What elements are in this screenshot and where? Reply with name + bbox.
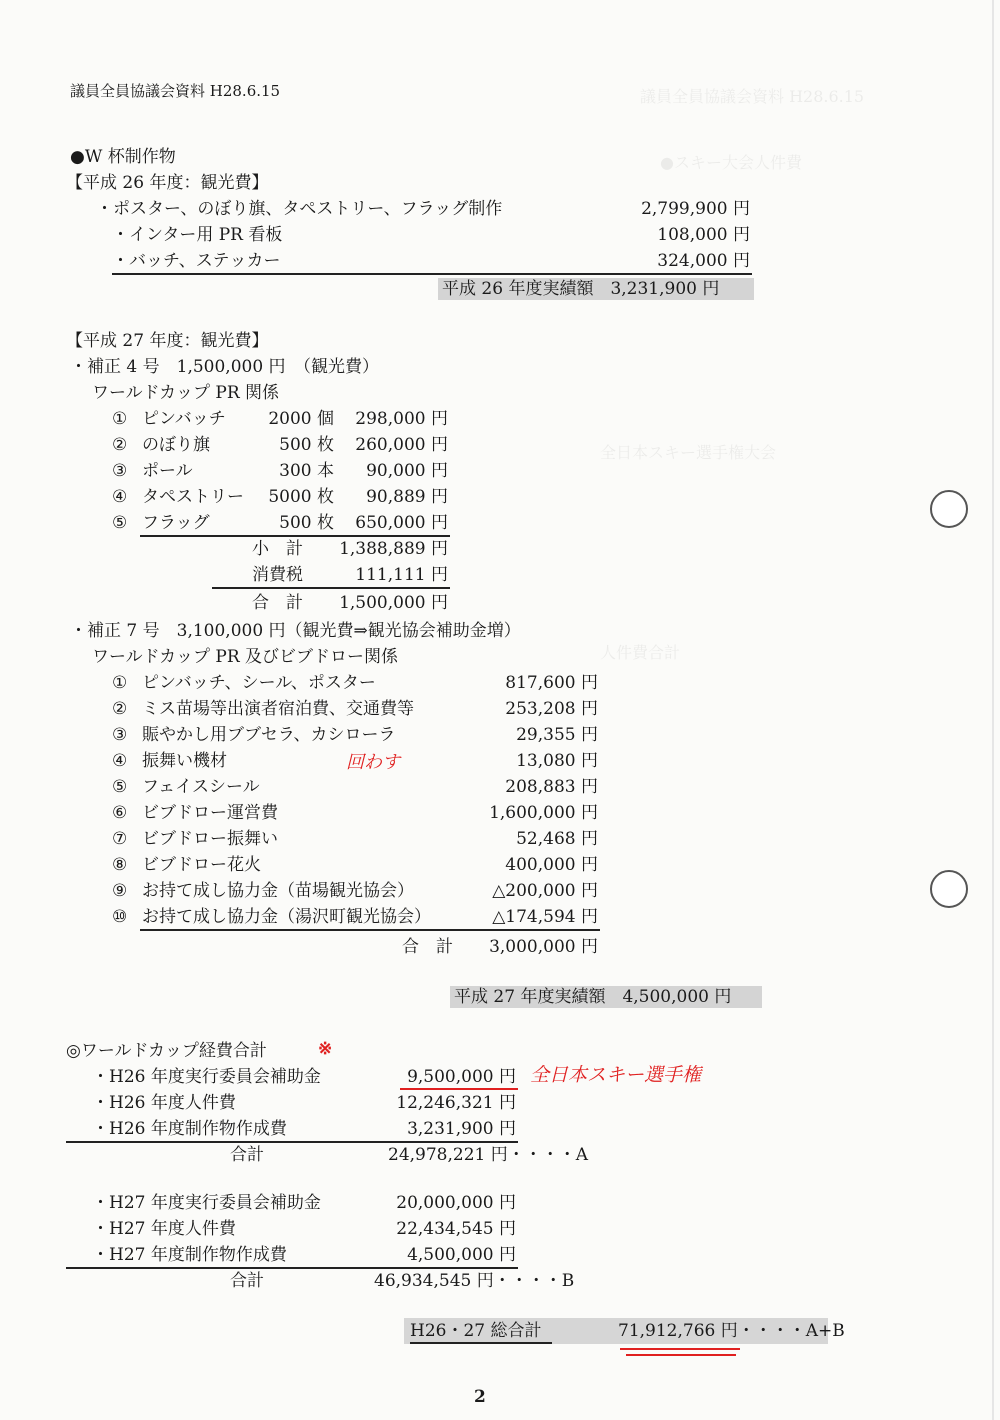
bleed-through: 議員全員協議会資料 H28.6.15 [640, 87, 865, 106]
summary-amount: 9,500,000 円 [407, 1067, 516, 1087]
bleed-through: 全日本スキー選手権大会 [600, 443, 777, 462]
underline [140, 535, 450, 537]
item-name: ビブドロー花火 [142, 855, 261, 875]
item-amount: 253,208 円 [505, 699, 598, 719]
binder-hole [930, 490, 968, 528]
item-name: 賑やかし用ブブセラ、カシローラ [142, 725, 396, 745]
grand-total-label: H26・27 総合計 [410, 1321, 542, 1341]
summary-title: ◎ワールドカップ経費合計 [66, 1041, 267, 1061]
item-no: ③ [112, 725, 128, 745]
item-name: ポール [142, 461, 193, 481]
item-amount: 90,889 円 [366, 487, 448, 507]
item-amount: 52,468 円 [516, 829, 598, 849]
item-qty: 300 本 [279, 461, 334, 481]
item-no: ② [112, 435, 128, 455]
red-underline [626, 1354, 736, 1356]
h26-item-amount: 2,799,900 円 [641, 199, 750, 219]
total-label: 合 計 [252, 593, 303, 613]
summary-label: ・H26 年度人件費 [92, 1093, 236, 1113]
item-no: ① [112, 409, 128, 429]
handwritten-note: 回わす [346, 752, 400, 773]
h26-item-amount: 324,000 円 [657, 251, 750, 271]
underline [140, 929, 600, 931]
item-amount: △174,594 円 [492, 907, 598, 927]
item-amount: 650,000 円 [355, 513, 448, 533]
underline [66, 1267, 518, 1269]
section-title: ●W 杯制作物 [70, 147, 176, 167]
item-name: フラッグ [142, 513, 210, 533]
item-amount: 400,000 円 [505, 855, 598, 875]
item-no: ⑤ [112, 777, 128, 797]
handwritten-note: 全日本スキー選手権 [530, 1064, 702, 1086]
item-name: ミス苗場等出演者宿泊費、交通費等 [142, 699, 414, 719]
h26-total: 平成 26 年度実績額 3,231,900 円 [438, 278, 754, 300]
item-qty: 500 枚 [279, 513, 334, 533]
item-amount: 298,000 円 [355, 409, 448, 429]
summary-label: ・H26 年度実行委員会補助金 [92, 1067, 321, 1087]
total-amount-a: 24,978,221 円・・・・A [388, 1145, 589, 1165]
item-no: ① [112, 673, 128, 693]
underline [112, 273, 752, 275]
bleed-through: 人件費合計 [600, 643, 681, 662]
item-amount: 817,600 円 [505, 673, 598, 693]
item-no: ⑥ [112, 803, 128, 823]
total-amount: 3,000,000 円 [489, 937, 598, 957]
hosei7-title: ・補正 7 号 3,100,000 円（観光費⇒観光協会補助金増） [70, 621, 521, 641]
h26-item-label: ・ポスター、のぼり旗、タペストリー、フラッグ制作 [96, 199, 503, 219]
h26-item-label: ・インター用 PR 看板 [112, 225, 283, 245]
item-name: ビブドロー振舞い [142, 829, 278, 849]
summary-label: ・H27 年度人件費 [92, 1219, 236, 1239]
item-no: ⑨ [112, 881, 128, 901]
total-label: 合 計 [402, 937, 453, 957]
summary-amount: 3,231,900 円 [407, 1119, 516, 1139]
underline [212, 587, 450, 589]
item-no: ⑧ [112, 855, 128, 875]
item-name: ピンバッチ、シール、ポスター [142, 673, 376, 693]
red-underline [400, 1088, 518, 1090]
subtotal-label: 小 計 [252, 539, 303, 559]
item-amount: 90,000 円 [366, 461, 448, 481]
tax-amount: 111,111 円 [355, 565, 448, 585]
item-amount: 13,080 円 [516, 751, 598, 771]
bleed-through: ●スキー大会人件費 [660, 153, 802, 172]
h26-item-amount: 108,000 円 [657, 225, 750, 245]
summary-amount: 4,500,000 円 [407, 1245, 516, 1265]
item-name: 振舞い機材 [142, 751, 227, 771]
item-no: ② [112, 699, 128, 719]
h27-total: 平成 27 年度実績額 4,500,000 円 [450, 986, 762, 1008]
page-edge [992, 0, 994, 1420]
item-amount: △200,000 円 [492, 881, 598, 901]
item-no: ④ [112, 751, 128, 771]
underline [410, 1342, 552, 1344]
item-name: ビブドロー運営費 [142, 803, 278, 823]
total-label: 合計 [230, 1271, 264, 1291]
summary-amount: 22,434,545 円 [396, 1219, 516, 1239]
item-name: お持て成し協力金（湯沢町観光協会） [142, 907, 431, 927]
total-label: 合計 [230, 1145, 264, 1165]
item-qty: 500 枚 [279, 435, 334, 455]
page-number: 2 [474, 1387, 486, 1407]
h27-heading: 【平成 27 年度：観光費】 [66, 331, 269, 351]
summary-label: ・H26 年度制作物作成費 [92, 1119, 287, 1139]
item-qty: 5000 枚 [268, 487, 334, 507]
red-underline [620, 1348, 740, 1350]
header: 議員全員協議会資料 H28.6.15 [70, 82, 281, 100]
item-no: ⑦ [112, 829, 128, 849]
item-name: フェイスシール [142, 777, 260, 797]
item-no: ③ [112, 461, 128, 481]
summary-amount: 12,246,321 円 [396, 1093, 516, 1113]
summary-label: ・H27 年度実行委員会補助金 [92, 1193, 321, 1213]
item-amount: 260,000 円 [355, 435, 448, 455]
grand-total-amount: 71,912,766 円・・・・A+B [618, 1321, 845, 1341]
item-name: のぼり旗 [142, 435, 210, 455]
total-amount-b: 46,934,545 円・・・・B [374, 1271, 575, 1291]
hosei4-sub: ワールドカップ PR 関係 [92, 383, 280, 403]
item-amount: 208,883 円 [505, 777, 598, 797]
hosei7-sub: ワールドカップ PR 及びビブドロー関係 [92, 647, 399, 667]
item-amount: 1,600,000 円 [489, 803, 598, 823]
item-no: ⑤ [112, 513, 128, 533]
red-mark: ※ [318, 1039, 333, 1059]
item-name: お持て成し協力金（苗場観光協会） [142, 881, 414, 901]
item-no: ⑩ [112, 907, 128, 927]
item-name: タペストリー [142, 487, 244, 507]
binder-hole [930, 870, 968, 908]
h26-item-label: ・バッチ、ステッカー [112, 251, 281, 271]
hosei4-title: ・補正 4 号 1,500,000 円 （観光費） [70, 357, 380, 377]
tax-label: 消費税 [252, 565, 303, 585]
item-name: ピンバッチ [142, 409, 226, 429]
summary-label: ・H27 年度制作物作成費 [92, 1245, 287, 1265]
underline [66, 1141, 518, 1143]
item-amount: 29,355 円 [516, 725, 598, 745]
item-no: ④ [112, 487, 128, 507]
subtotal-amount: 1,388,889 円 [339, 539, 448, 559]
item-qty: 2000 個 [268, 409, 334, 429]
h26-heading: 【平成 26 年度：観光費】 [66, 173, 269, 193]
summary-amount: 20,000,000 円 [396, 1193, 516, 1213]
total-amount: 1,500,000 円 [339, 593, 448, 613]
